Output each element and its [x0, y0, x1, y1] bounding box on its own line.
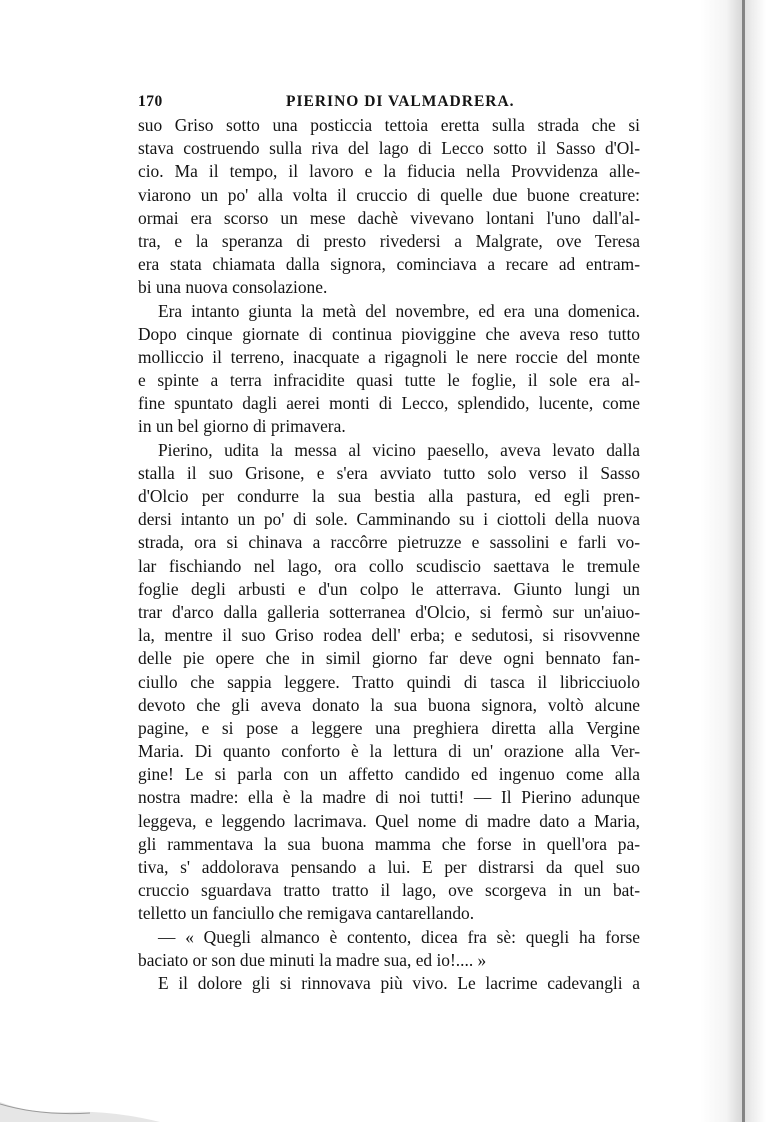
text-line: pagine, e si pose a leggere una preghiera diretta alla Vergine	[138, 717, 640, 738]
text-line: Era intanto giunta la metà del novembre, ed era una domenica.	[158, 300, 640, 321]
page-header	[138, 93, 650, 115]
text-line: lar fischiando nel lago, ora collo scudiscio saettava le tremule	[138, 555, 640, 576]
text-line: — « Quegli almanco è contento, dicea fra sè: quegli ha forse	[158, 926, 640, 947]
text-line: tra, e la speranza di presto rivedersi a Malgrate, ove Teresa	[138, 230, 640, 251]
text-line: E il dolore gli si rinnovava più vivo. Le lacrime cadevangli a	[158, 972, 640, 993]
text-line: viarono un po' alla volta il cruccio di quelle due buone creature:	[138, 184, 640, 205]
text-line: ormai era scorso un mese dachè vivevano lontani l'uno dall'al-	[138, 207, 640, 228]
text-line: telletto un fanciullo che remigava cantarellando.	[138, 903, 475, 924]
text-line: la, mentre il suo Griso rodea dell' erba; e sedutosi, si risovvenne	[138, 625, 640, 646]
page-corner-curl	[0, 1062, 160, 1122]
running-title: PIERINO DI VALMADRERA.	[286, 93, 515, 110]
text-line: fine spuntato dagli aerei monti di Lecco, splendido, lucente, come	[138, 393, 640, 414]
text-line: delle pie opere che in simil giorno far deve ogni bennato fan-	[138, 648, 640, 669]
text-line: e spinte a terra infracidite quasi tutte le foglie, il sole era al-	[138, 370, 640, 391]
text-line: trar d'arco dalla galleria sotterranea d'Olcio, si fermò sur un'aiuo-	[138, 601, 640, 622]
text-line: Maria. Di quanto conforto è la lettura di un' orazione alla Ver-	[138, 741, 640, 762]
text-line: devoto che gli aveva donato la sua buona signora, voltò alcune	[138, 694, 640, 715]
body-text	[138, 114, 640, 995]
text-line: strada, ora si chinava a raccôrre pietruzze e sassolini e farli vo-	[138, 532, 640, 553]
text-line: nostra madre: ella è la madre di noi tutti! — Il Pierino adunque	[138, 787, 640, 808]
book-binding-shadow	[700, 0, 766, 1122]
page-edge-line	[742, 0, 745, 1122]
text-line: stava costruendo sulla riva del lago di Lecco sotto il Sasso d'Ol-	[138, 138, 640, 159]
text-line: in un bel giorno di primavera.	[138, 416, 346, 437]
text-line: tiva, s' addolorava pensando a lui. E per distrarsi da quel suo	[138, 857, 640, 877]
text-line: gine! Le si parla con un affetto candido ed ingenuo come alla	[138, 764, 640, 785]
text-line: Pierino, udita la messa al vicino paesello, aveva levato dalla	[158, 439, 640, 460]
text-line: suo Griso sotto una posticcia tettoia eretta sulla strada che si	[138, 115, 640, 135]
text-line: foglie degli arbusti e d'un colpo le atterrava. Giunto lungi un	[138, 578, 640, 599]
text-line: cio. Ma il tempo, il lavoro e la fiducia nella Provvidenza alle-	[138, 161, 640, 182]
text-line: baciato or son due minuti la madre sua, ed io!.... »	[138, 949, 487, 970]
text-line: leggeva, e leggendo lacrimava. Quel nome di madre dato a Maria,	[138, 810, 640, 831]
text-line: stalla il suo Grisone, e s'era avviato tutto solo verso il Sasso	[138, 462, 640, 483]
text-line: cruccio sguardava tratto tratto il lago, ove scorgeva in un bat-	[138, 880, 640, 901]
text-line: ciullo che sappia leggere. Tratto quindi di tasca il libricciuolo	[138, 671, 640, 692]
text-line: gli rammentava la sua buona mamma che forse in quell'ora pa-	[138, 833, 640, 854]
text-line: bi una nuova consolazione.	[138, 277, 328, 298]
text-line: dersi intanto un po' di sole. Camminando su i ciottoli della nuova	[138, 509, 640, 530]
text-line: molliccio il terreno, inacquate a rigagnoli le nere roccie del monte	[138, 346, 640, 367]
text-line: d'Olcio per condurre la sua bestia alla pastura, ed egli pren-	[138, 486, 640, 506]
page-number: 170	[138, 93, 163, 110]
text-line: era stata chiamata dalla signora, cominciava a recare ad entram-	[138, 254, 640, 275]
text-line: Dopo cinque giornate di continua pioviggine che aveva reso tutto	[138, 323, 640, 344]
